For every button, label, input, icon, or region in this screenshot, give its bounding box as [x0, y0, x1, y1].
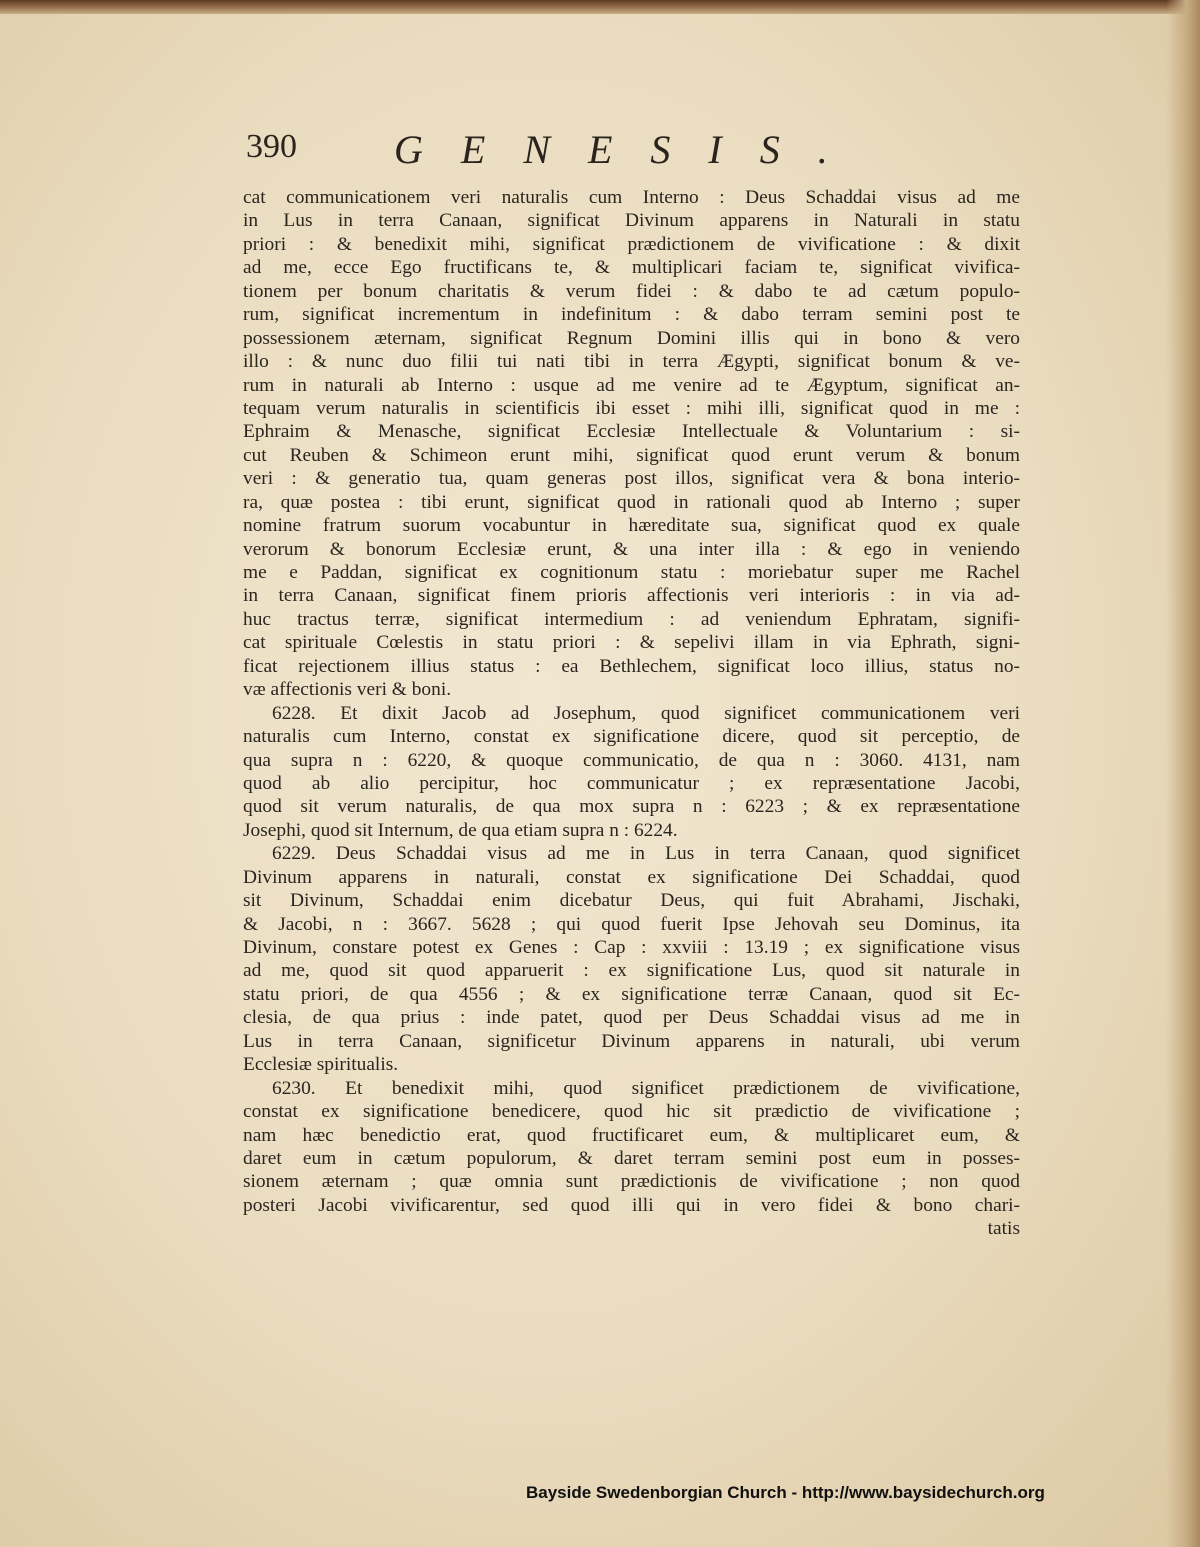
text-line: Divinum apparens in naturali, constat ex significatione Dei Schaddai, quod [243, 866, 1020, 888]
footer-credit: Bayside Swedenborgian Church - http://www.baysidechurch.org [526, 1483, 1045, 1502]
text-line: rum, significat incrementum in indefinitum : & dabo terram semini post te [243, 304, 1020, 326]
text-line: clesia, de qua prius : inde patet, quod per Deus Schaddai visus ad me in [243, 1007, 1020, 1029]
page-number: 390 [246, 128, 297, 165]
text-line: in Lus in terra Canaan, significat Divinum apparens in Naturali in statu [243, 210, 1020, 232]
paragraph-6229: 6229. Deus Schaddai visus ad me in Lus in terra Canaan, quod significet [272, 843, 1020, 865]
catchword: tatis [987, 1218, 1020, 1240]
text-line: statu priori, de qua 4556 ; & ex significatione terræ Canaan, quod sit Ec- [243, 983, 1020, 1005]
text-line: Lus in terra Canaan, significetur Divinum apparens in naturali, ubi verum [243, 1030, 1020, 1052]
text-line: sionem æternam ; quæ omnia sunt prædictionis de vivificatione ; non quod [243, 1171, 1020, 1193]
text-line: tionem per bonum charitatis & verum fidei : & dabo te ad cætum populo- [243, 280, 1020, 302]
text-line: tequam verum naturalis in scientificis ibi esset : mihi illi, significat quod in me : [243, 397, 1020, 419]
paragraph-6230: 6230. Et benedixit mihi, quod significet prædictionem de vivificatione, [272, 1077, 1020, 1099]
text-line: cut Reuben & Schimeon erunt mihi, significat quod erunt verum & bonum [243, 444, 1020, 466]
text-line: nomine fratrum suorum vocabuntur in hæreditate sua, significat quod ex quale [243, 515, 1020, 537]
text-line: Ecclesiæ spiritualis. [243, 1054, 399, 1076]
paragraph-6228: 6228. Et dixit Jacob ad Josephum, quod significet communicationem veri [272, 702, 1020, 724]
text-line: ad me, quod sit quod apparuerit : ex significatione Lus, quod sit naturale in [243, 960, 1020, 982]
text-line: quod ab alio percipitur, hoc communicatur ; ex repræsentatione Jacobi, [243, 772, 1020, 794]
text-line: Josephi, quod sit Internum, de qua etiam supra n : 6224. [243, 819, 678, 841]
text-line: sit Divinum, Schaddai enim dicebatur Deus, qui fuit Abrahami, Jischaki, [243, 890, 1020, 912]
body-text [243, 186, 1020, 1241]
text-line: naturalis cum Interno, constat ex significatione dicere, quod sit perceptio, de [243, 726, 1020, 748]
text-line: possessionem æternam, significat Regnum Domini illis qui in bono & vero [243, 327, 1020, 349]
text-line: nam hæc benedictio erat, quod fructificaret eum, & multiplicaret eum, & [243, 1124, 1020, 1146]
text-line: ra, quæ postea : tibi erunt, significat quod in rationali quod ab Interno ; super [243, 491, 1020, 513]
text-line: quod sit verum naturalis, de qua mox supra n : 6223 ; & ex repræsentatione [243, 796, 1020, 818]
text-line: daret eum in cætum populorum, & daret terram semini post eum in posses- [243, 1147, 1020, 1169]
text-line: cat communicationem veri naturalis cum Interno : Deus Schaddai visus ad me [243, 187, 1020, 208]
text-line: verorum & bonorum Ecclesiæ erunt, & una inter illa : & ego in veniendo [243, 538, 1020, 560]
text-line: rum in naturali ab Interno : usque ad me venire ad te Ægyptum, significat an- [243, 374, 1020, 396]
text-line: cat spirituale Cœlestis in statu priori : & sepelivi illam in via Ephrath, signi- [243, 632, 1020, 654]
text-line: ad me, ecce Ego fructificans te, & multiplicari faciam te, significat vivifica- [243, 257, 1020, 279]
text-line: priori : & benedixit mihi, significat prædictionem de vivificatione : & dixit [243, 233, 1020, 255]
text-line: & Jacobi, n : 3667. 5628 ; qui quod fuerit Ipse Jehovah seu Dominus, ita [243, 913, 1020, 935]
text-line: Ephraim & Menasche, significat Ecclesiæ Intellectuale & Voluntarium : si- [243, 421, 1020, 443]
text-line: huc tractus terræ, significat intermedium : ad veniendum Ephratam, signifi- [243, 608, 1020, 630]
text-line: qua supra n : 6220, & quoque communicatio, de qua n : 3060. 4131, nam [243, 749, 1020, 771]
text-line: ficat rejectionem illius status : ea Bethlechem, significat loco illius, status no- [243, 655, 1020, 677]
running-header [240, 126, 920, 176]
text-line: Divinum, constare potest ex Genes : Cap : xxviii : 13.19 ; ex significatione visus [243, 937, 1020, 958]
text-line: constat ex significatione benedicere, quod hic sit prædictio de vivificatione ; [243, 1101, 1020, 1123]
page-right-edge-shadow [1166, 0, 1200, 1547]
text-line: posteri Jacobi vivificarentur, sed quod illi qui in vero fidei & bono chari- [243, 1194, 1020, 1216]
text-line: veri : & generatio tua, quam generas post illos, significat vera & bona interio- [243, 468, 1020, 490]
text-line: væ affectionis veri & boni. [243, 679, 452, 701]
text-line: in terra Canaan, significat finem prioris affectionis veri interioris : in via ad- [243, 585, 1020, 607]
page-top-edge [0, 0, 1200, 14]
text-line: me e Paddan, significat ex cognitionum statu : moriebatur super me Rachel [243, 562, 1020, 583]
text-line: illo : & nunc duo filii tui nati tibi in terra Ægypti, significat bonum & ve- [243, 351, 1020, 373]
running-title: GENESIS. [394, 127, 866, 172]
